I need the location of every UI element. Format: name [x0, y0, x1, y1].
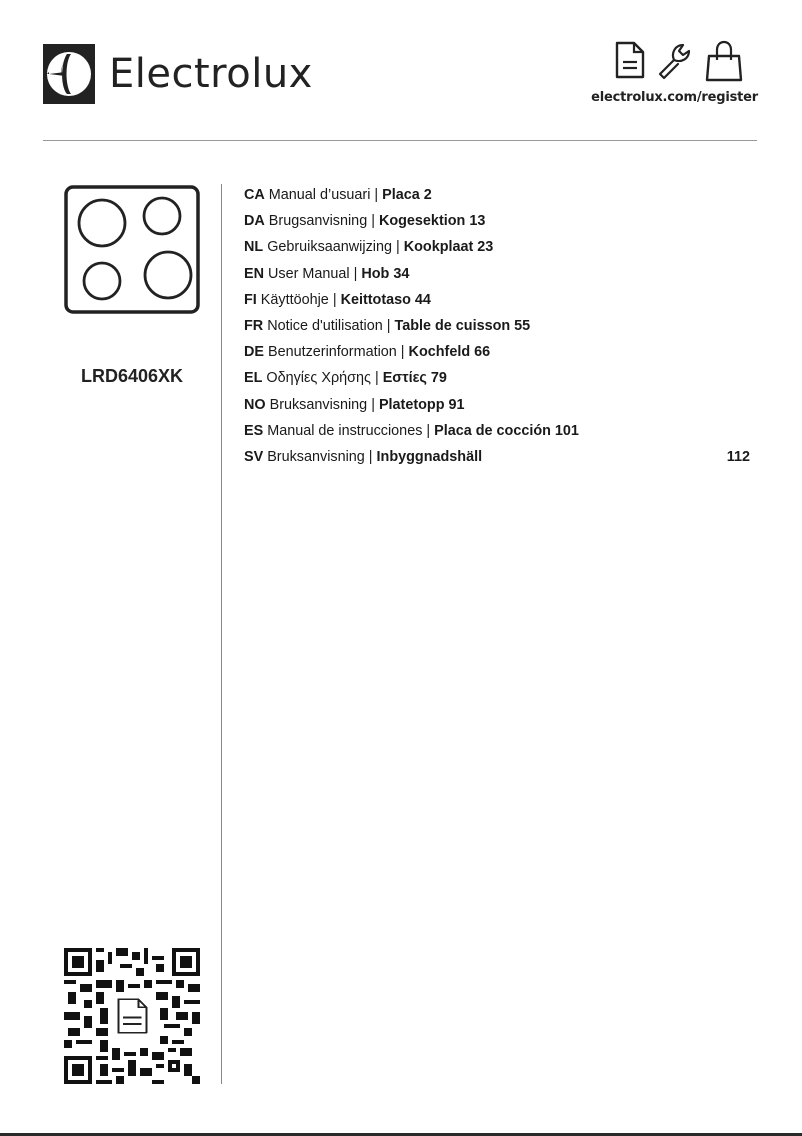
toc-item-no[interactable]: NO Bruksanvisning | Platetopp 91	[244, 396, 465, 413]
hob-four-zones-icon	[64, 185, 200, 320]
shopping-bag-icon	[704, 40, 744, 82]
toc-item-sv[interactable]: SV Bruksanvisning | Inbyggnadshäll 112	[244, 448, 750, 465]
toc-item-fr[interactable]: FR Notice d'utilisation | Table de cuisson 55	[244, 317, 531, 334]
register-url: electrolux.com/register	[591, 90, 758, 105]
document-icon	[614, 40, 646, 82]
toc-item-es[interactable]: ES Manual de instrucciones | Placa de cocción 101	[244, 422, 579, 439]
toc-item-nl[interactable]: NL Gebruiksaanwijzing | Kookplaat 23	[244, 239, 494, 256]
toc-item-fi[interactable]: FI Käyttöohje | Keittotaso 44	[244, 291, 431, 308]
electrolux-logo-icon	[43, 44, 95, 104]
qr-code-icon[interactable]	[64, 948, 200, 1084]
model-number: LRD6406XK	[80, 366, 184, 386]
brand-name: Electrolux	[109, 51, 313, 97]
table-of-contents	[244, 186, 756, 474]
toc-item-da[interactable]: DA Brugsanvisning | Kogesektion 13	[244, 213, 486, 230]
toc-item-de[interactable]: DE Benutzerinformation | Kochfeld 66	[244, 344, 491, 361]
column-divider	[221, 184, 222, 1084]
electrolux-logo	[43, 44, 313, 104]
header-divider	[43, 140, 757, 141]
toc-item-en[interactable]: EN User Manual | Hob 34	[244, 265, 410, 282]
toc-item-ca[interactable]: CA Manual d’usuari | Placa 2	[244, 187, 432, 203]
toc-item-el[interactable]: EL Οδηγίες Χρήσης | Εστίες 79	[244, 370, 447, 387]
wrench-icon	[656, 40, 694, 82]
register-block	[588, 40, 758, 105]
